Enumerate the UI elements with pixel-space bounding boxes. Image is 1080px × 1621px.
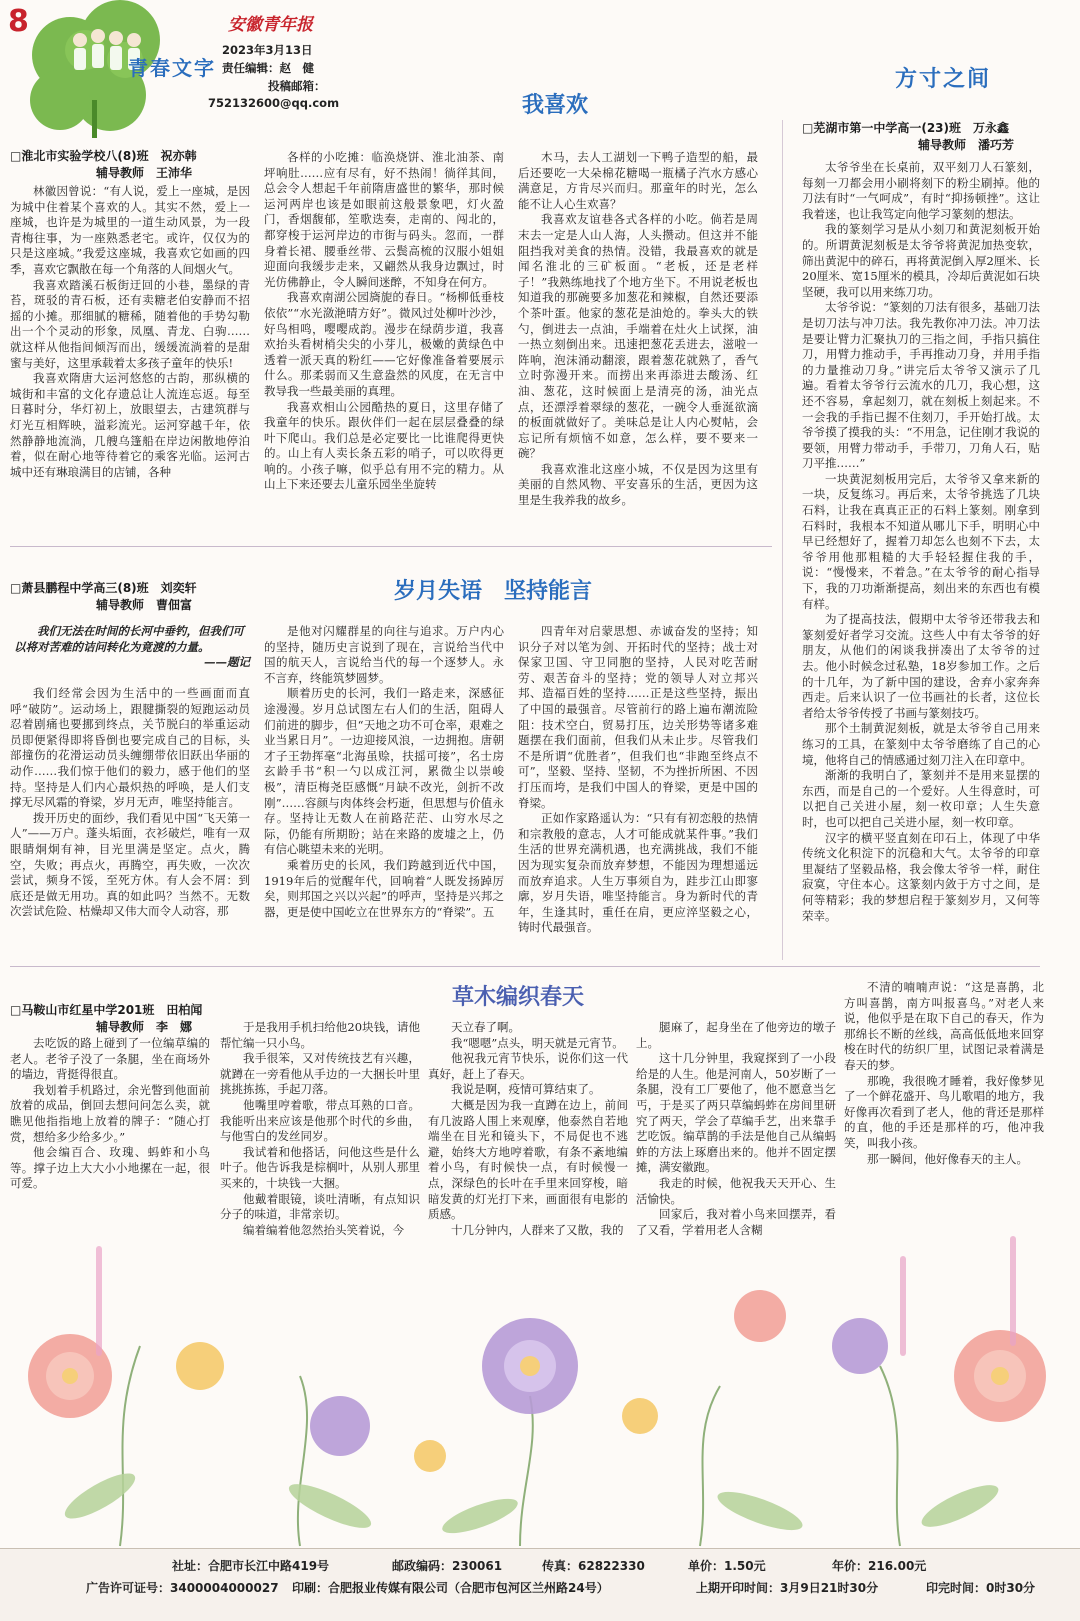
paragraph: 乘着历史的长风，我们跨越到近代中国，1919年后的觉醒年代，回响着“人既发扬踔厉矣，则邦国之兴以兴起”的呼声，坚持是兴邦之器，更是使中国屹立在世界东方的“脊梁”。五 <box>264 857 504 919</box>
paragraph: 渐渐的我明白了，篆刻并不是用来显摆的东西，而是自己的一个爱好。人生得意时，可以把自己关进小屋，刻一枚印章；人生失意时，也可以把自己关进小屋，刻一枚印章。 <box>802 768 1040 829</box>
article4-teacher: 辅导教师 李 娜 <box>96 1020 193 1034</box>
paragraph: 是他对闪耀群星的向往与追求。万户内心的坚持，随历史言说到了现在，言说给当代中国的航天人，言说给当代的每一个逐梦人。永不言弃，终能筑梦圆梦。 <box>264 624 504 685</box>
footer-license: 广告许可证号：3400004000027 <box>86 1581 279 1595</box>
flower-illustration <box>0 1226 1080 1546</box>
article3-teacher: 辅导教师 潘巧芳 <box>918 138 1015 152</box>
paragraph: 我喜欢隋唐大运河悠悠的古韵，那纵横的城街和丰富的文化存遗总让人流连忘返。每至日暮时分，华灯初上，放眼望去，古建筑群与灯光互相辉映，溢彩流光。运河穿越千年，依然静静地流淌，几艘乌篷船在岸边闲散地停泊着，似在耐心地等待着它的乘客光临。运河古城中还有琳琅满目的店铺，各种 <box>10 371 250 479</box>
right-section-title: 方寸之间 <box>895 67 992 92</box>
column-divider <box>782 120 783 960</box>
article4-col2 <box>220 1020 420 1237</box>
paragraph: 拨开历史的面纱，我们看见中国“飞天第一人”——万户。蓬头垢面，衣衫破烂，唯有一双眼睛炯炯有神，目光里满是坚定。点火，腾空，失败；再点火，再腾空，再失败，一次次尝试，频身不馁，至死方休。有人会不屑：到底还是做无用功。真的如此吗？当然不。无数次尝试危险、枯燥却又伟大而令人动容，那 <box>10 810 250 919</box>
article4-col1 <box>10 1036 210 1216</box>
paragraph: 那晚，我很晚才睡着，我好像梦见了一个鲜花盛开、鸟儿歌唱的地方，我好像再次看到了老人，他的背还是那样的直，他的手还是那样的巧，他冲我笑，叫我小孩。 <box>844 1073 1044 1150</box>
epigraph-sign: ——题记 <box>204 655 250 670</box>
paragraph: 我“嗯嗯”点头，明天就是元宵节。 <box>451 1035 624 1050</box>
paragraph: 大概是因为我一直蹲在边上，前间有几波路人围上来观摩，他泰然自若地端坐在目光和镜头下，不局促也不逃避，始终大方地哼着歌，有条不紊地编着小鸟，有时候快一点，有时候慢一点，深绿色的长叶在手里来回穿梭，暗暗发黄的灯光打下来，画面很有电影的质感。 <box>428 1097 628 1222</box>
article1-byline <box>10 148 197 182</box>
article4-col4 <box>636 1020 836 1237</box>
paragraph: 那个土制黄泥刻板，就是太爷爷自己用来练习的工具，在篆刻中太爷爷磨练了自己的心境，他将自己的情感通过刻刀注入在印章中。 <box>802 721 1040 767</box>
article2-col3 <box>518 624 758 936</box>
article4-title: 草木编织春天 <box>452 985 585 1010</box>
email-address: 752132600@qq.com <box>208 96 340 110</box>
paragraph: 一块黄泥刻板用完后，太爷爷又拿来新的一块，反复练习。再后来，太爷爷挑选了几块石料，让我在真真正正的石料上篆刻。刚拿到石料时，我根本不知道从哪儿下手，明明心中早已经想好了，握着刀却怎么也刻不下去，太爷爷用他那粗糙的大手轻轻握住我的手，说：“慢慢来，不着急。”在太爷爷的耐心指导下，我的刀功渐渐提高，刻出来的东西也有模有样。 <box>802 471 1040 611</box>
paragraph: 我喜欢踏溪石板街迂回的小巷，墨绿的青苔，斑驳的青石板，还有卖糖老伯安静而不招摇的小摊。那细腻的糖稀，随着他的手势勾勒出一个个灵动的形象，凤凰、青龙、白驹……就这样从他指间倾泻而出，缓缓流淌着的是甜蜜与美好，这里承载着太多孩子童年的快乐! <box>10 277 250 370</box>
paragraph: 腿麻了，起身坐在了他旁边的墩子上。 <box>636 1020 836 1050</box>
footer-print-end: 印完时间：0时30分 <box>926 1581 1036 1595</box>
page-number: 8 <box>8 4 29 39</box>
article2-epigraph <box>14 624 250 671</box>
article2-byline <box>10 580 197 614</box>
article3-body <box>802 160 1040 940</box>
footer-annual-price: 年价：216.00元 <box>832 1559 927 1573</box>
article2-col2 <box>264 624 504 936</box>
editor-line: 责任编辑：赵 健 <box>222 61 314 75</box>
paragraph: 我喜欢南湖公园旖旎的春日。“杨柳低垂枝依依”“水光潋滟晴方好”。微风过处柳叶沙沙，好鸟相鸣，嘤嘤成韵。漫步在绿荫步道，我喜欢抬头看树梢尖尖的小芽儿，极嫩的黄绿色中透着一派天真的粉红——它好像准备着要展示什么。那柔弱而又生意盎然的风度，在无言中教导我一些最美丽的真理。 <box>264 290 504 398</box>
paragraph: 我手很笨，又对传统技艺有兴趣，就蹲在一旁看他从手边的一大捆长叶里挑挑拣拣，手起刀落。 <box>220 1051 420 1097</box>
paragraph: 各样的小吃摊：临涣烧饼、淮北油茶、南坪响肚……应有尽有，好不热闹！徜徉其间，总会令人想起千年前隋唐盛世的繁华，那时候运河两岸也该是如眼前这般景象吧，灯火盈门，香烟馥郁，笙歌迭奏，走南的、闯北的，都穿梭于运河岸边的市街与码头。忽而，一群身着长裙、腰垂丝带、云鬓高梳的汉服小姐姐迎面向我缓步走来，又翩然从我身边飘过，时光仿佛静止，令人瞬间迷醉，不知身在何方。 <box>264 150 504 289</box>
paragraph: 汉字的横平竖直刻在印石上，体现了中华传统文化积淀下的沉稳和大气。太爷爷的印章里凝结了坚毅品格，我会像太爷爷一样，耐住寂寞，守住本心。这篆刻内敛于方寸之间，是何等精彩；我的梦想启程于篆刻岁月，又何等荣幸。 <box>802 830 1040 923</box>
article1-teacher: 辅导教师 王沛华 <box>96 166 193 180</box>
footer-postcode: 邮政编码：230061 <box>392 1559 503 1573</box>
paragraph: 编着编着他忽然抬头笑着说，今 <box>243 1222 404 1237</box>
footer-unit-price: 单价：1.50元 <box>688 1559 766 1573</box>
paragraph: 我说是啊，疫情可算结束了。 <box>451 1082 601 1097</box>
paragraph: 木马，去人工湖划一下鸭子造型的船，最后还要吃一大朵棉花糖喝一瓶橘子汽水方感心满意足，方肯尽兴而归。那童年的时光，怎么能不让人心生欢喜？ <box>518 150 758 211</box>
paragraph: 为了提高技法，假期中太爷爷还带我去和篆刻爱好者学习交流。这些人中有太爷爷的好朋友，从他们的闲谈我拼凑出了太爷爷的过去。他小时候念过私塾，18岁参加工作。之后的十几年，为了新中国的建设，舍弃小家奔奔西走。后来认识了一位书画社的长者，这位长者给太爷爷传授了书画与篆刻技巧。 <box>802 612 1040 720</box>
paragraph: 我试着和他搭话，问他这些是什么叶子。他告诉我是棕榈叶，从别人那里买来的，十块钱一大捆。 <box>220 1144 420 1190</box>
paragraph: 我的篆刻学习是从小刻刀和黄泥刻板开始的。所谓黄泥刻板是太爷爷将黄泥加热变软，筛出黄泥中的碎石，再将黄泥倒入厚2厘米、长20厘米、宽15厘米的模具，冷却后黄泥如石块坚硬，我可以用来练刀功。 <box>802 222 1040 299</box>
section-divider <box>10 966 1040 967</box>
article1-col1 <box>10 184 250 534</box>
email-label: 投稿邮箱： <box>268 79 326 93</box>
paragraph: 我划着手机路过，余光瞥到他面前放着的成品，倒回去想问问怎么卖，就瞧见他指指地上放着的牌子：“随心打赏，想给多少给多少。” <box>10 1082 210 1144</box>
article3-school: □芜湖市第一中学高一(23)班 万永鑫 <box>802 121 1010 135</box>
footer <box>0 1548 1080 1621</box>
paragraph: 顺着历史的长河，我们一路走来，深感征途漫漫。岁月总试图左右人们的生活，阻碍人们前进的脚步，但“天地之功不可仓率，艰难之业当累日月”。一边迎接风浪，一边拥抱。唐朝才子王勃挥毫“北海虽赊，扶摇可接”，名士房玄龄手书“积一勺以成江河，累微尘以崇峻极”，清臣梅尧臣感慨“月缺不改光，剑折不改刚”……容颜与肉体终会朽逝，但思想与价值永存。坚持让无数人在前路茫茫、山穷水尽之际，仍能有所期盼；站在来路的废墟之上，仍有信心眺望未来的光明。 <box>264 686 504 857</box>
article4-byline <box>10 1002 202 1036</box>
paragraph: 他祝我元宵节快乐，说你们这一代真好，赶上了春天。 <box>428 1051 628 1081</box>
paragraph: 林徽因曾说：“有人说，爱上一座城，是因为城中住着某个喜欢的人。其实不然，爱上一座城，也许是为城里的一道生动风景，为一段青梅往事，为一座熟悉老宅。或许，仅仅为的只是这座城。”我爱这座城，我喜欢它如画的四季，喜欢它飘散在每一个角落的人间烟火气。 <box>10 184 250 276</box>
footer-address: 社址：合肥市长江中路419号 <box>172 1559 330 1573</box>
article4-col3 <box>428 1020 628 1237</box>
paragraph: 于是我用手机扫给他20块钱，请他帮忙编一只小鸟。 <box>220 1020 420 1050</box>
article1-col2 <box>264 150 504 534</box>
paragraph: 这十几分钟里，我窥探到了一小段给是的人生。他是河南人，50岁断了一条腿，没有工厂要他了，他不愿意当乞丐，于是买了两只草编蚂蚱在房间里研究了两天，学会了草编手艺，出来靠手艺吃饭。编草鹊的手法是他自己从编蚂蚱的方法上琢磨出来的。他并不固定摆摊，满安徽跑。 <box>636 1051 836 1175</box>
paragraph: 那一瞬间，他好像春天的主人。 <box>867 1151 1028 1166</box>
article1-col3 <box>518 150 758 534</box>
section-name: 青春文字 <box>128 56 216 80</box>
paragraph: 我们经常会因为生活中的一些画面而直呼“破防”。运动场上，跟腱撕裂的短跑运动员忍着剧痛也要挪到终点，关节脱臼的举重运动员即便紧得即将昏倒也要完成自己的目标，头部撞伤的花滑运动员头缠绷带依旧跃出华丽的动作……我们惊于他们的毅力，感于他们的坚持。坚持是人们内心最炽热的呼唤，是人们支撑无尽风霜的脊梁，岁月无声，唯坚持能言。 <box>10 686 250 810</box>
issue-date: 2023年3月13日 <box>222 43 313 57</box>
article4-school: □马鞍山市红星中学201班 田柏闻 <box>10 1003 203 1017</box>
article2-teacher: 辅导教师 曹佃富 <box>96 598 193 612</box>
footer-printer: 印刷：合肥报业传媒有限公司（合肥市包河区兰州路24号） <box>292 1581 609 1595</box>
paragraph: 我喜欢相山公园酷热的夏日，这里存储了我童年的快乐。跟伙伴们一起在层层叠叠的绿叶下爬山。我们总是必定要比一比谁爬得更快的。山上有人卖长条五彩的哨子，可以吹得更响的。小孩子嘛，似乎总有用不完的精力。从山上下来还要去儿童乐园坐坐旋转 <box>264 399 504 492</box>
paragraph: 他嘴里哼着歌，带点耳熟的口音。我能听出来应该是他那个时代的乡曲，与他雪白的发丝同岁。 <box>220 1097 420 1144</box>
paragraph: 去吃饭的路上碰到了一位编草编的老人。老爷子没了一条腿，坐在商场外的墙边，背挺得很直。 <box>10 1036 210 1082</box>
paragraph: 不清的喃喃声说：“这是喜鹊，北方叫喜鹊，南方叫报喜鸟。”对老人来说，他似乎是在取下自己的春天，作为那绵长不断的丝线，高高低低地来回穿梭在时代的纺织厂里，试图记录着满是春天的梦。 <box>844 980 1044 1072</box>
paragraph: 太爷爷说：“篆刻的刀法有很多，基础刀法是切刀法与冲刀法。我先教你冲刀法。冲刀法是要让臂力汇聚执刀的三指之间，手指只搞住刀，用臂力推动手，手再推动刀身，并用手指的力量推动刀身。”讲完后太爷爷又演示了几遍。看着太爷爷行云流水的几刀，我心想，这还不容易，拿起刻刀，就在刻板上刻起来。不一会我的手指已握不住刻刀，手开始打战。太爷爷摸了摸我的头：“不用急，记住刚才我说的要领，用臂力带动手，手带刀，刀角人石，贴刀平推……” <box>802 300 1040 471</box>
footer-fax: 传真：62822330 <box>542 1559 645 1573</box>
paragraph: 十几分钟内，人群来了又散，我的 <box>451 1222 624 1237</box>
article2-school: □萧县鹏程中学高三(8)班 刘奕轩 <box>10 581 197 595</box>
section-divider <box>10 546 772 547</box>
article2-col1 <box>10 686 250 936</box>
paragraph: 太爷爷坐在长桌前，双平刻刀人石篆刻，每刻一刀都会用小刷将刻下的粉尘刷掉。他的刀法有时“一气呵成”，有时“抑扬顿挫”。这让我着迷，也让我笃定向他学习篆刻的想法。 <box>802 160 1040 221</box>
paragraph: 我喜欢淮北这座小城，不仅是因为这里有美丽的自然风物、平安喜乐的生活，更因为这里是生我养我的故乡。 <box>518 461 758 508</box>
paragraph: 天立春了啊。 <box>451 1020 520 1034</box>
article2-title: 岁月失语 坚持能言 <box>394 579 593 604</box>
article1-title: 我喜欢 <box>522 93 589 118</box>
footer-print-start: 上期开印时间：3月9日21时30分 <box>696 1581 879 1595</box>
paragraph: 他戴着眼镜，谈吐清晰，有点知识分子的味道，非常亲切。 <box>220 1191 420 1222</box>
article3-byline <box>802 120 1014 154</box>
article4-col5 <box>844 980 1044 1216</box>
paragraph: 他会编百合、玫瑰、蚂蚱和小鸟等。撑子边上大大小小地摞在一起，很可爱。 <box>10 1145 210 1191</box>
paper-name: 安徽青年报 <box>228 15 313 35</box>
paragraph: 我走的时候，他祝我天天开心、生活愉快。 <box>636 1175 836 1206</box>
paragraph: 四青年对启蒙思想、赤诚奋发的坚持；知识分子对以笔为剑、开拓时代的坚持；战士对保家卫国、守卫同胞的坚持，人民对吃苦耐劳、艰苦奋斗的坚持；党的领导人对立邦兴邦、造福百姓的坚持……正是这些坚持，振出了中国的最强音。尽管前行的路上遍布潮流险阻：技术空白，贸易打压，边关形势等诸多难题摆在我们面前，但我们从未止步。尽管我们不是所谓“优胜者”，但我们也“非跑至终点不可”，坚毅、坚持、坚韧，不为挫折所困、不因打压而垮，是我们中国人的脊梁，更是中国的脊梁。 <box>518 624 758 810</box>
paragraph: 我喜欢友谊巷各式各样的小吃。倘若是周末去一定是人山人海，人头攒动。但这并不能阻挡我对美食的热情。没错，我最喜欢的就是闻名淮北的三矿板面。“老板，还是老样子！”我熟练地找了个地方坐下。不用说老板也知道我的那碗要多加葱花和辣椒，自然还要添个茶叶蛋。他家的葱花是油炝的。拳头大的铁勺，倒进去一点油，手端着在灶火上试探，油一热立刻倒出来。迅速把葱花丢进去，滋啦一阵响，泡沫涌动翻滚，跟着葱花就熟了，香气立时弥漫开来。而捞出来再添进去酸汤、红油、葱花，这时候面上是清亮的汤，油光点点，还漂浮着翠绿的葱花，一碗令人垂涎欲滴的板面就做好了。美味总是让人内心熨帖，会忘记所有烦恼不如意，怎么样，要不要来一碗？ <box>518 212 758 461</box>
paragraph: 正如作家路遥认为：“只有有初恋般的热情和宗教般的意志，人才可能成就某件事。”我们生活的世界充满机遇，也充满挑战，我们不能因为现实复杂而放弃梦想，不能因为理想遥远而放弃追求。人生万事须自为，跬步江山即寥廓，岁月失语，唯坚持能言。身为新时代的青年，生逢其时，重任在肩，更应淬坚毅之心，铸时代最强音。 <box>518 811 758 935</box>
epigraph-text: 我们无法在时间的长河中垂钓，但我们可以将对苦难的诘问转化为竟渡的力量。 <box>14 624 244 654</box>
article1-school: □淮北市实验学校八(8)班 祝亦韩 <box>10 149 197 163</box>
paragraph: 回家后，我对着小鸟来回摆弄，看了又看，学着用老人含糊 <box>636 1207 836 1237</box>
